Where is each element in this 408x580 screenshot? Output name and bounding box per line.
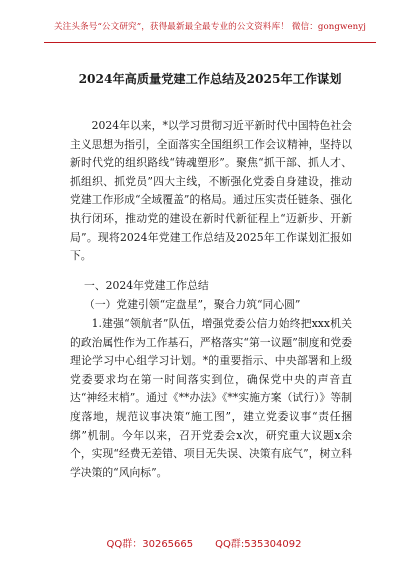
subsection-heading: （一）党建引领“定盘星”，聚合力筑“同心圆” <box>84 298 301 312</box>
qq-group-1: QQ群：30265665 <box>106 539 194 550</box>
header-divider <box>44 42 376 43</box>
section-heading: 一、2024年党建工作总结 <box>84 278 209 292</box>
footer-contacts <box>0 535 408 550</box>
intro-paragraph: 2024年以来，*以学习贯彻习近平新时代中国特色社会主义思想为指引，全面落实全国组织工作会议精神，坚持以新时代党的组织路线“铸魂塑形”。聚焦“抓干部、抓人才、抓组织、抓党员”四大主线，不断强化党委自身建设，推动党建工作形成“全域覆盖”的格局。通过压实责任链条、强化执行闭环，推动党的建设在新时代新征程上“迈新步、开新局”。现将2024年党建工作总结及2025年工作谋划汇报如下。 <box>70 119 352 263</box>
document-title: 2024年高质量党建工作总结及2025年工作谋划 <box>78 72 342 86</box>
header-banner: 关注头条号“公文研究”，获得最新最全最专业的公文资料库！ 微信：gongwenyj <box>53 22 367 32</box>
item-paragraph: 1.建强“领航者”队伍，增强党委公信力始终把xxx机关的政治属性作为工作基石，严格落实“第一议题”制度和党委理论学习中心组学习计划。*的重要指示、中央部署和上级党委要求均在第一时间落实到位，确保党中央的声音直达“神经末梢”。通过《**办法》《**实施方案（试行）》等制度落地，规范议事决策“施工图”，建立党委议事“责任捆绑”机制。今年以来，召开党委会x次，研究重大议题x余个，实现“经费无差错、项目无失误、决策有底气”，树立科学决策的“风向标”。 <box>70 316 352 479</box>
qq-group-2: QQ群:535304092 <box>215 539 302 550</box>
document-body <box>70 117 352 482</box>
